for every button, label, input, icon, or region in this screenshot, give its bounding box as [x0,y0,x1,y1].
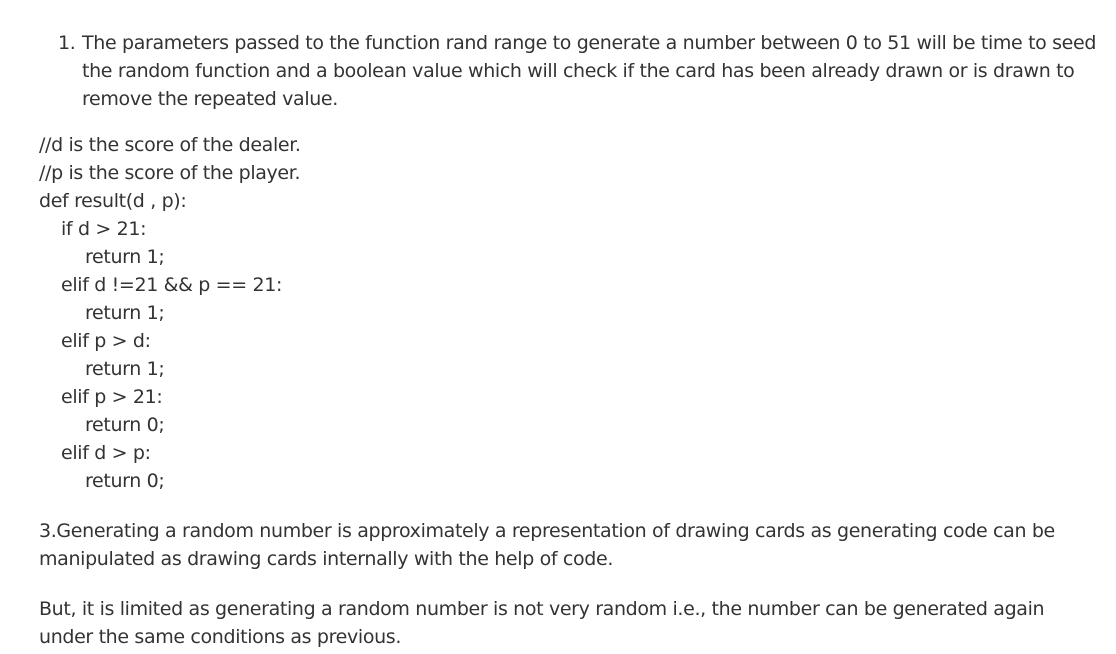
code-line: if d > 21: [61,218,147,240]
code-line: elif p > d: [61,330,151,352]
code-block [39,131,301,495]
list-item-text: The parameters passed to the function rand range to generate a number between 0 to 51 will be time to seed the random function and a boolean value which will check if the card has been already drawn or is drawn to remove the repeated value. [82,32,1097,110]
code-line: elif d !=21 && p == 21: [61,274,283,296]
code-line: //d is the score of the dealer. [39,134,301,156]
list-item-1 [58,29,1108,113]
code-line: return 0; [85,414,165,436]
code-line: return 1; [85,302,165,324]
code-line: elif p > 21: [61,386,163,408]
paragraph-generating: 3.Generating a random number is approximately a representation of drawing cards as generating code can be manipulated as drawing cards internally with the help of code. [39,520,1055,570]
list-item-number: 1. [58,32,76,54]
code-line: return 0; [85,470,165,492]
code-line: def result(d , p): [39,190,187,212]
code-line: return 1; [85,246,165,268]
code-line: //p is the score of the player. [39,162,301,184]
code-line: elif d > p: [61,442,151,464]
paragraph-limitation: But, it is limited as generating a random number is not very random i.e., the number can be generated again under the same conditions as previous. [39,598,1045,648]
code-line: return 1; [85,358,165,380]
